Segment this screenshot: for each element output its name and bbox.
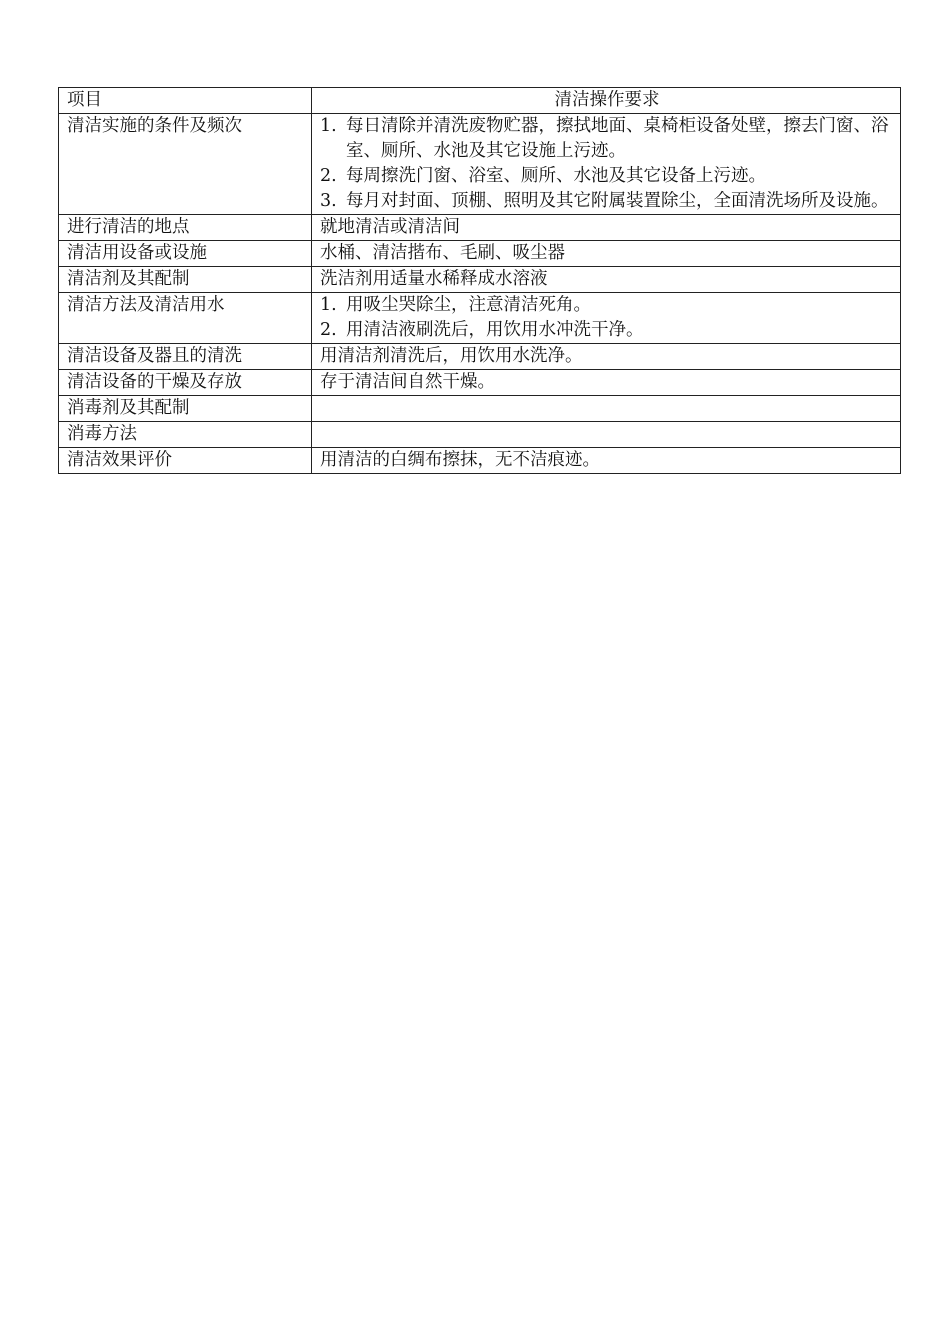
- row-requirement: 用清洁剂清洗后，用饮用水洗净。: [312, 344, 901, 370]
- row-item-label: 消毒方法: [59, 422, 312, 448]
- cleaning-requirements-table: [58, 87, 901, 474]
- header-requirement: 清洁操作要求: [312, 88, 901, 114]
- row-item-label: 清洁效果评价: [59, 448, 312, 474]
- table-row: [59, 370, 901, 396]
- list-text: 用吸尘哭除尘，注意清洁死角。: [346, 295, 591, 315]
- table-row: [59, 114, 901, 215]
- header-item: 项目: [59, 88, 312, 114]
- list-number: 2.: [320, 320, 337, 340]
- list-item: [320, 164, 894, 189]
- list-text: 每月对封面、顶棚、照明及其它附属装置除尘，全面清洗场所及设施。: [346, 191, 889, 211]
- row-item-label: 清洁方法及清洁用水: [59, 293, 312, 344]
- list-number: 1.: [320, 295, 337, 315]
- row-requirement: 洗洁剂用适量水稀释成水溶液: [312, 267, 901, 293]
- row-item-label: 清洁用设备或设施: [59, 241, 312, 267]
- table-row: [59, 448, 901, 474]
- list-number: 3.: [320, 191, 337, 211]
- list-text: 每周擦洗门窗、浴室、厕所、水池及其它设备上污迹。: [346, 166, 766, 186]
- requirement-list: [320, 293, 894, 343]
- table-row: [59, 344, 901, 370]
- row-item-label: 清洁设备的干燥及存放: [59, 370, 312, 396]
- table-row: [59, 267, 901, 293]
- list-item: [320, 293, 894, 318]
- row-requirement-cell: [312, 293, 901, 344]
- row-item-label: 清洁剂及其配制: [59, 267, 312, 293]
- row-requirement: 水桶、清洁揩布、毛刷、吸尘器: [312, 241, 901, 267]
- table-row: [59, 396, 901, 422]
- requirement-list: [320, 114, 894, 214]
- row-requirement: [312, 396, 901, 422]
- row-item-label: 进行清洁的地点: [59, 215, 312, 241]
- table-row: [59, 241, 901, 267]
- row-item-label: 清洁实施的条件及频次: [59, 114, 312, 215]
- list-text: 用清洁液刷洗后，用饮用水冲洗干净。: [346, 320, 644, 340]
- list-number: 1.: [320, 116, 337, 136]
- row-item-label: 清洁设备及器且的清洗: [59, 344, 312, 370]
- list-item: [320, 189, 894, 214]
- table-row: [59, 293, 901, 344]
- row-requirement-cell: [312, 114, 901, 215]
- list-item: [320, 318, 894, 343]
- table-row: [59, 422, 901, 448]
- row-requirement: 存于清洁间自然干燥。: [312, 370, 901, 396]
- list-number: 2.: [320, 166, 337, 186]
- row-requirement: 就地清洁或清洁间: [312, 215, 901, 241]
- row-item-label: 消毒剂及其配制: [59, 396, 312, 422]
- row-requirement: [312, 422, 901, 448]
- table-row: [59, 215, 901, 241]
- row-requirement: 用清洁的白绸布擦抹，无不洁痕迹。: [312, 448, 901, 474]
- list-text: 每日清除并清洗废物贮器，擦拭地面、桌椅柜设备处壁，擦去门窗、浴室、厕所、水池及其它设施上污迹。: [346, 116, 889, 161]
- list-item: [320, 114, 894, 164]
- table-header-row: [59, 88, 901, 114]
